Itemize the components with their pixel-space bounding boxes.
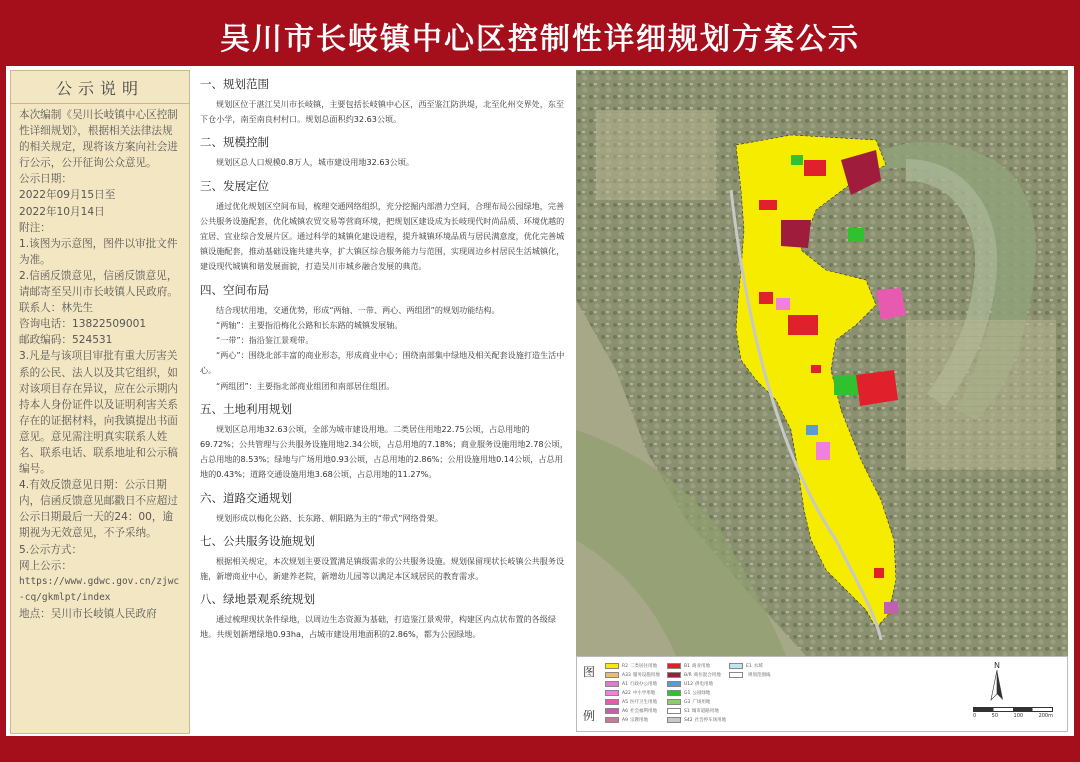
legend-swatch (667, 708, 681, 714)
legend-swatch (605, 690, 619, 696)
legend-code: G1 (684, 691, 691, 696)
notice-panel (10, 70, 190, 734)
section-paragraph: 通过优化规划区空间布局，梳理交通网络组织，充分挖掘内部潜力空间，合理布局公园绿地，完善公共服务设施配套，优化城镇农贸交易等营商环境，把规划区建设成为长岐现代时尚品质、环境优越的宜居、宜业综合发展片区。通过科学的城镇化建设进程，提升城镇环境品质与居民满意度，优化完善城镇设施配套，推动基础设施共建共享，扩大镇区综合服务能力与范围，实现周边乡村居民生活城镇化，建设现代城镇和谐发展面貌，打造吴川市城乡融合发展的典范。 (200, 200, 565, 272)
bottom-band (6, 736, 1074, 756)
section-heading: 一、规划范围 (200, 77, 269, 91)
legend-name: 宗教用地 (629, 718, 648, 723)
section-paragraph: 根据相关规定，本次规划主要设置满足镇级需求的公共服务设施。规划保留现状长岐镇公共服务设施，新增商业中心，新建养老院，新增幼儿园等以满足本区域居民的教育需求。 (200, 555, 565, 582)
legend-swatch (667, 663, 681, 669)
legend-item (667, 708, 719, 715)
section-heading: 七、公共服务设施规划 (200, 533, 315, 548)
legend-item (605, 672, 660, 679)
section-paragraph: “一带”：指沿鉴江景观带。 (216, 335, 314, 346)
section-heading: 三、发展定位 (200, 178, 269, 193)
legend-item (729, 672, 771, 679)
plan-section (200, 178, 568, 275)
legend-item (729, 663, 763, 670)
legend-name: 供电用地 (695, 682, 714, 687)
poster-frame (6, 6, 1074, 756)
legend-code: E1 (746, 664, 752, 669)
land-use-map-image (576, 70, 1068, 656)
plan-section (200, 490, 568, 526)
notice-line: 邮政编码：524531 (19, 334, 113, 347)
legend-code: G3 (684, 700, 691, 705)
section-paragraph: 规划区总用地32.63公顷，全部为城市建设用地。二类居住用地22.75公顷，占总用地的69.72%；公共管理与公共服务设施用地2.34公顷，占总用地的7.18%；商业服务设施用地2.78公顷，占总用地的8.53%；绿地与广场用地0.93公顷，占总用地的2.86%；公用设施用地0.14公顷，占总用地的0.43%；道路交通设施用地3.68公顷，占总用地的11.27%。 (200, 423, 568, 480)
north-label: N (994, 661, 1000, 670)
legend-swatch (605, 708, 619, 714)
compass-icon (987, 670, 1007, 702)
legend-item (667, 699, 710, 706)
legend-swatch (729, 663, 743, 669)
notice-line: 1.该图为示意图，图件以审批文件为准。 (19, 237, 178, 266)
section-paragraph: 规划区总人口规模0.8万人，城市建设用地32.63公顷。 (216, 157, 414, 168)
notice-line: 2022年10月14日 (19, 205, 105, 218)
plan-section (200, 282, 568, 394)
plan-section (200, 76, 568, 127)
legend-label-top: 图 (583, 665, 596, 679)
legend-code: S1 (684, 709, 690, 714)
scale-tick-2: 100 (1013, 713, 1024, 719)
legend-item (667, 681, 713, 688)
section-heading: 八、绿地景观系统规划 (200, 592, 315, 607)
section-paragraph: “两心”：围绕北部丰富的商业形态，形成商业中心；围绕南部集中绿地及相关配套设施打造生活中心。 (200, 350, 565, 376)
section-heading: 六、道路交通规划 (200, 490, 292, 505)
legend-swatch (667, 717, 681, 723)
notice-line: 咨询电话：13822509001 (19, 318, 147, 331)
notice-line: 3.凡是与该项目审批有重大厉害关系的公民、法人以及其它组织，如对该项目存在异议，应在公示期内持本人身份证件以及证明利害关系存在的证据材料，向我镇提出书面意见。意见需注明真实联系人姓名、联系电话、联系地址和公示稿编号。 (19, 350, 178, 476)
legend-name: 中小学用地 (632, 691, 656, 696)
legend-name: 服务设施用地 (632, 673, 660, 678)
section-paragraph: 规划区位于湛江吴川市长岐镇，主要包括长岐镇中心区，西至鉴江防洪堤，北至化州交界处，东至下仓小学，南至南良村村口。规划总面积约32.63公顷。 (200, 99, 565, 125)
legend-code: B/R (684, 673, 692, 678)
legend-code: R2 (622, 664, 628, 669)
legend-code: A6 (622, 709, 628, 714)
legend-name: 水域 (753, 664, 763, 669)
land-use-map (576, 70, 1068, 656)
notice-body (11, 104, 189, 622)
legend-code: A33 (622, 673, 631, 678)
legend-item (667, 717, 726, 724)
legend-item (667, 690, 710, 697)
plan-section (200, 401, 568, 483)
legend-item (605, 699, 657, 706)
legend-name: 二类居住用地 (630, 664, 657, 669)
legend-label-bottom: 例 (583, 709, 596, 723)
legend-name: 商业用地 (691, 664, 710, 669)
notice-line: 网上公示： (19, 559, 72, 572)
legend-swatch (667, 699, 681, 705)
notice-line: 2.信函反馈意见，信函反馈意见，请邮寄至吴川市长岐镇人民政府。 (19, 269, 178, 299)
notice-line: 2022年09月15日至 (19, 189, 116, 202)
legend-name: 广场用地 (692, 700, 711, 705)
legend-name: 社会福利用地 (629, 709, 657, 714)
legend-item (605, 663, 657, 670)
section-paragraph: 通过梳理现状条件绿地，以周边生态资源为基础，打造鉴江景观带，构建区内点状布置的各级绿地。共规划新增绿地0.93ha，占城市建设用地面积的2.86%，都为公园绿地。 (200, 614, 556, 640)
legend-swatch (605, 663, 619, 669)
legend-name: 规划范围线 (748, 673, 771, 678)
legend-item (605, 681, 657, 688)
legend-swatch (605, 699, 619, 705)
legend-code: A9 (622, 718, 628, 723)
notice-line: 4.有效反馈意见日期：公示日期内，信函反馈意见邮戳日不应超过公示日期最后一天的24：00，逾期视为无效意见，不予采纳。 (19, 479, 178, 540)
legend-swatch (667, 690, 681, 696)
legend-item (605, 708, 657, 715)
legend-name: 行政办公用地 (629, 682, 657, 687)
notice-line: 本次编制《吴川长岐镇中心区控制性详细规划》，根据相关法律法规的相关规定，现将该方案向社会进行公示，公开征询公众意见。 (19, 109, 178, 170)
legend-item (667, 663, 710, 670)
scale-tick-0: 0 (973, 713, 977, 719)
notice-line: 地点：吴川市长岐镇人民政府 (19, 607, 157, 620)
legend-code: U12 (684, 682, 694, 687)
legend-item (667, 672, 721, 679)
notice-line: 联系人：林先生 (19, 302, 94, 315)
notice-line: 附注： (19, 221, 51, 234)
legend-swatch (729, 672, 743, 678)
legend-code: S42 (684, 718, 693, 723)
section-heading: 四、空间布局 (200, 282, 269, 297)
page-title: 吴川市长岐镇中心区控制性详细规划方案公示 (6, 6, 1074, 66)
legend-swatch (667, 672, 681, 678)
legend-code: B1 (684, 664, 690, 669)
notice-line: https://www.gdwc.gov.cn/zjwc-cq/gkmlpt/index (19, 575, 180, 603)
section-paragraph: “两组团”：主要指北部商业组团和南部居住组团。 (216, 380, 395, 391)
north-arrow-icon (987, 661, 1007, 704)
legend-code: A22 (622, 691, 631, 696)
legend-item (605, 690, 655, 697)
notice-heading: 公示说明 (11, 71, 189, 104)
scale-tick-3: 200m (1038, 713, 1053, 719)
legend-code: A1 (622, 682, 628, 687)
notice-line: 5.公示方式： (19, 543, 83, 556)
map-legend (576, 656, 1068, 732)
plan-section (200, 591, 568, 642)
legend-name: 城市道路用地 (691, 709, 719, 714)
legend-item (605, 717, 648, 724)
scale-tick-1: 50 (991, 713, 999, 719)
section-paragraph: 规划形成以梅化公路、长东路、朝阳路为主的“带式”网络骨架。 (216, 512, 443, 523)
legend-name: 医疗卫生用地 (629, 700, 657, 705)
legend-name: 商住混合用地 (693, 673, 721, 678)
legend-swatch (605, 672, 619, 678)
notice-line: 公示日期： (19, 173, 72, 186)
legend-code: A5 (622, 700, 628, 705)
legend-name: 社会停车场用地 (694, 718, 727, 723)
plan-section (200, 533, 568, 584)
legend-swatch (605, 681, 619, 687)
legend-swatch (667, 681, 681, 687)
section-heading: 五、土地利用规划 (200, 401, 292, 416)
legend-name: 公园绿地 (692, 691, 711, 696)
section-paragraph: 结合现状用地，交通优势，形成“两轴、一带、两心、两组团”的规划功能结构。 (216, 304, 500, 315)
scale-bar (973, 707, 1053, 719)
legend-swatch (605, 717, 619, 723)
plan-section (200, 134, 568, 170)
section-heading: 二、规模控制 (200, 135, 269, 150)
plan-description (192, 70, 576, 732)
section-paragraph: “两轴”：主要指沿梅化公路和长东路的城镇发展轴。 (216, 319, 403, 330)
